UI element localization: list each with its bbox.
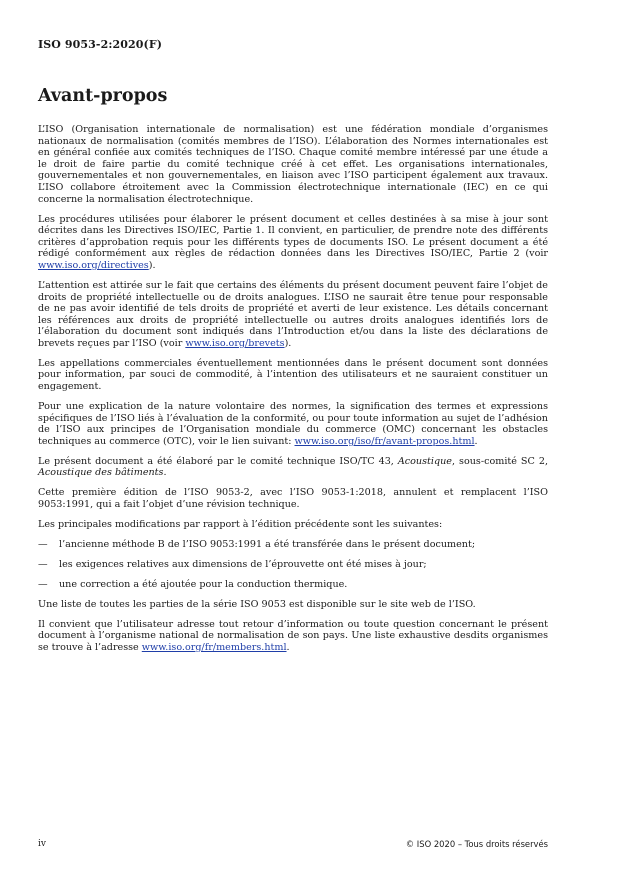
link-avant-propos[interactable]: www.iso.org/iso/fr/avant-propos.html	[294, 435, 475, 447]
copyright-notice: © ISO 2020 – Tous droits réservés	[405, 839, 548, 849]
paragraph-feedback: Il convient que l’utilisateur adresse tout retour d’information ou toute question concernant le présent document à l’organisme national de normalisation de son pays. Une liste exhaustive desdits organismes se trouve à l’adresse www.iso.org/fr/members.html.	[38, 618, 548, 654]
list-item: — les exigences relatives aux dimensions de l’éprouvette ont été mises à jour;	[38, 558, 427, 570]
page-number: iv	[38, 839, 46, 849]
link-brevets[interactable]: www.iso.org/brevets	[185, 337, 285, 349]
link-members[interactable]: www.iso.org/fr/members.html	[141, 642, 287, 654]
document-identifier: ISO 9053-2:2020(F)	[38, 38, 163, 51]
paragraph-patents: L’attention est attirée sur le fait que certains des éléments du présent document peuvent faire l’objet de droits de propriété intellectuelle ou de droits analogues. L’ISO ne saurait être tenue pour responsable de ne pas avoir identifié de tels droits de propriété et averti de leur existence. Les détails concernant les références aux droits de propriété intellectuelle ou autres droits analogues identifiés lors de l’élaboration du document sont indiqués dans l’Introduction et/ou dans la liste des déclarations de brevets reçues par l’ISO (voir www.iso.org/brevets).	[38, 279, 548, 349]
paragraph-series-list: Une liste de toutes les parties de la série ISO 9053 est disponible sur le site web de l’ISO.	[38, 598, 476, 610]
paragraph-voluntary-nature: Pour une explication de la nature volontaire des normes, la signification des termes et expressions spécifiques de l’ISO liés à l’évaluation de la conformité, ou pour toute information au sujet de l’adhésion de l’ISO aux principes de l’Organisation mondiale du commerce (OMC) concernant les obstacles techniques au commerce (OTC), voir le lien suivant: www.iso.org/iso/fr/avant-propos.html.	[38, 401, 548, 447]
list-item: — l’ancienne méthode B de l’ISO 9053:1991 a été transférée dans le présent document;	[38, 538, 476, 550]
paragraph-procedures: Les procédures utilisées pour élaborer le présent document et celles destinées à sa mise à jour sont décrites dans les Directives ISO/IEC, Partie 1. Il convient, en particulier, de prendre note des différents critères d’approbation requis pour les différents types de documents ISO. Le présent document a été rédigé conformément aux règles de rédaction données dans les Directives ISO/IEC, Partie 2 (voir www.iso.org/directives).	[38, 213, 548, 271]
paragraph-iso-intro: L’ISO (Organisation internationale de normalisation) est une fédération mondiale d’organismes nationaux de normalisation (comités membres de l’ISO). L’élaboration des Normes internationales est en général confiée aux comités techniques de l’ISO. Chaque comité membre intéressé par une étude a le droit de faire partie du comité technique créé à cet effet. Les organisations internationales, gouvernementales et non gouvernementales, en liaison avec l’ISO participent également aux travaux. L’ISO collabore étroitement avec la Commission électrotechnique internationale (IEC) en ce qui concerne la normalisation électrotechnique.	[38, 124, 548, 205]
paragraph-changes-intro: Les principales modifications par rapport à l’édition précédente sont les suivantes:	[38, 518, 443, 530]
foreword-body	[38, 124, 548, 662]
paragraph-trade-names: Les appellations commerciales éventuellement mentionnées dans le présent document sont données pour information, par souci de commodité, à l’intention des utilisateurs et ne sauraient constituer un engagement.	[38, 357, 548, 393]
paragraph-edition: Cette première édition de l’ISO 9053-2, avec l’ISO 9053-1:2018, annulent et remplacent l’ISO 9053:1991, qui a fait l’objet d’une révision technique.	[38, 487, 548, 510]
link-directives[interactable]: www.iso.org/directives	[38, 259, 149, 271]
document-page	[38, 0, 548, 876]
section-title: Avant-propos	[38, 86, 168, 106]
list-item: — une correction a été ajoutée pour la conduction thermique.	[38, 578, 348, 590]
paragraph-committee: Le présent document a été élaboré par le comité technique ISO/TC 43, Acoustique, sous-comité SC 2, Acoustique des bâtiments.	[38, 455, 548, 479]
